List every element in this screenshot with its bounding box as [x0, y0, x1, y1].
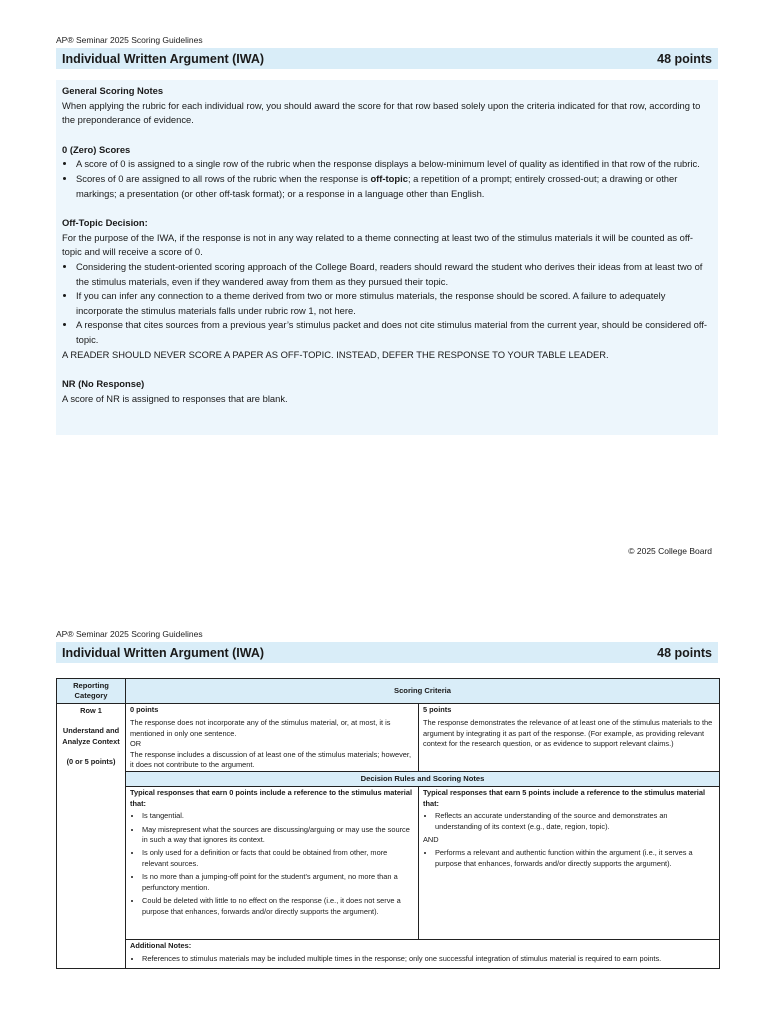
title-bar [56, 48, 718, 69]
typical-five-list [423, 811, 715, 832]
list-item: • A response that cites sources from a previous year’s stimulus packet and does not cite stimulus material from the current year, should be considered off-topic. [76, 318, 712, 347]
running-head: AP® Seminar 2025 Scoring Guidelines [56, 629, 203, 639]
nr-heading: NR (No Response) [62, 378, 145, 390]
page-title: Individual Written Argument (IWA) [62, 645, 265, 660]
off-topic-intro: For the purpose of the IWA, if the response is not in any way related to a theme connecting at least two of the stimulus materials it will be counted as off-topic and will receive a score of 0. [62, 231, 694, 258]
typical-five-heading: Typical responses that earn 5 points include a reference to the stimulus material that: [423, 788, 706, 808]
zero-points-criteria-2: The response includes a discussion of at least one of the stimulus materials; however, it does not contribute to the argument. [130, 749, 411, 770]
off-topic-term: off-topic [370, 172, 408, 184]
list-item: • If you can infer any connection to a theme derived from two or more stimulus materials, the response should be scored. A failure to adequately incorporate the stimulus materials falls under rubric row 1, not here. [76, 289, 712, 318]
category-points: (0 or 5 points) [66, 757, 116, 767]
rubric-table [56, 678, 720, 969]
list-item: • Could be deleted with little to no effect on the response (i.e., it does not serve a purpose that enhances, forwards and/or directly supports the argument). [142, 896, 414, 917]
list-item: • Is tangential. [142, 811, 414, 821]
title-bar [56, 642, 718, 663]
five-points-criteria: The response demonstrates the relevance of at least one of the stimulus materials to the argument by integrating it as part of the response. (For example, as providing relevant context for the research question, or as evidence to support relevant claims.) [423, 718, 713, 749]
additional-notes-cell [126, 940, 720, 969]
list-item: • May misrepresent what the sources are discussing/arguing or may use the source in such a way that ignores its context. [142, 825, 414, 846]
typical-zero-list [130, 811, 414, 917]
list-item: • References to stimulus materials may be included multiple times in the response; only one successful integration of stimulus material is required to earn points. [142, 954, 715, 964]
zero-points-cell [126, 704, 419, 772]
nr-text: A score of NR is assigned to responses that are blank. [62, 392, 288, 404]
category-name: Understand and Analyze Context [62, 726, 120, 746]
page-2 [0, 594, 768, 1024]
category-cell [57, 704, 126, 969]
typical-zero-cell [126, 787, 419, 940]
page-title: Individual Written Argument (IWA) [62, 51, 265, 66]
list-item: • A score of 0 is assigned to a single row of the rubric when the response displays a below-minimum level of quality as identified in that row of the rubric. [76, 157, 712, 172]
decision-rules-header: Decision Rules and Scoring Notes [126, 772, 720, 787]
and-label: AND [423, 835, 439, 845]
table-row [57, 704, 720, 772]
copyright-footer: © 2025 College Board [628, 546, 712, 556]
additional-notes-list [130, 954, 715, 964]
list-item: • Is no more than a jumping-off point for the student’s argument, no more than a perfunctory mention. [142, 872, 414, 893]
zero-scores-list [62, 157, 712, 201]
scoring-notes-panel [56, 80, 718, 435]
typical-zero-heading: Typical responses that earn 0 points include a reference to the stimulus material that: [130, 788, 413, 808]
list-item: • Scores of 0 are assigned to all rows of the rubric when the response is off-topic; a repetition of a prompt; entirely crossed-out; a drawing or other markings; a presentation (or other off-task format); or a response in a language other than English. [76, 172, 712, 201]
off-topic-list [62, 260, 712, 348]
row-label: Row 1 [80, 706, 102, 715]
table-row [57, 787, 720, 940]
reporting-category-header: Reporting Category [57, 679, 126, 704]
points-label: 48 points [657, 51, 712, 66]
general-notes-heading: General Scoring Notes [62, 85, 164, 96]
typical-five-cell [419, 787, 720, 940]
five-points-title: 5 points [423, 705, 452, 714]
off-topic-caps-note: A READER SHOULD NEVER SCORE A PAPER AS OFF-TOPIC. INSTEAD, DEFER THE RESPONSE TO YOUR TABLE LEADER. [62, 348, 609, 360]
general-notes-text: When applying the rubric for each individual row, you should award the score for that row based solely upon the criteria indicated for that row, according to the preponderance of evidence. [62, 99, 701, 126]
list-item: • Considering the student-oriented scoring approach of the College Board, readers should reward the student who derives their ideas from at least two of the stimulus materials, even if they wandered away from them as they pursued their topic. [76, 260, 712, 289]
additional-notes-heading: Additional Notes: [130, 941, 192, 951]
additional-notes-row [57, 940, 720, 969]
scoring-criteria-header: Scoring Criteria [126, 679, 720, 704]
zero-points-title: 0 points [130, 705, 159, 714]
points-label: 48 points [657, 645, 712, 660]
typical-five-list-2 [423, 848, 715, 869]
five-points-cell [419, 704, 720, 772]
table-header-row [57, 679, 720, 704]
off-topic-heading: Off-Topic Decision: [62, 217, 148, 229]
zero-scores-heading: 0 (Zero) Scores [62, 143, 131, 155]
list-item: • Performs a relevant and authentic function within the argument (i.e., it serves a purpose that enhances, forwards and/or directly supports the argument). [435, 848, 715, 869]
list-item: • Reflects an accurate understanding of the source and demonstrates an understanding of its context (e.g., date, region, topic). [435, 811, 715, 832]
list-item: • Is only used for a definition or facts that could be obtained from other, more relevant sources. [142, 848, 414, 869]
zero-points-criteria-1: The response does not incorporate any of the stimulus material, or, at most, it is mentioned in only one sentence. [130, 718, 391, 738]
running-head: AP® Seminar 2025 Scoring Guidelines [56, 35, 203, 45]
decision-rules-row [57, 772, 720, 787]
or-label: OR [130, 739, 142, 749]
